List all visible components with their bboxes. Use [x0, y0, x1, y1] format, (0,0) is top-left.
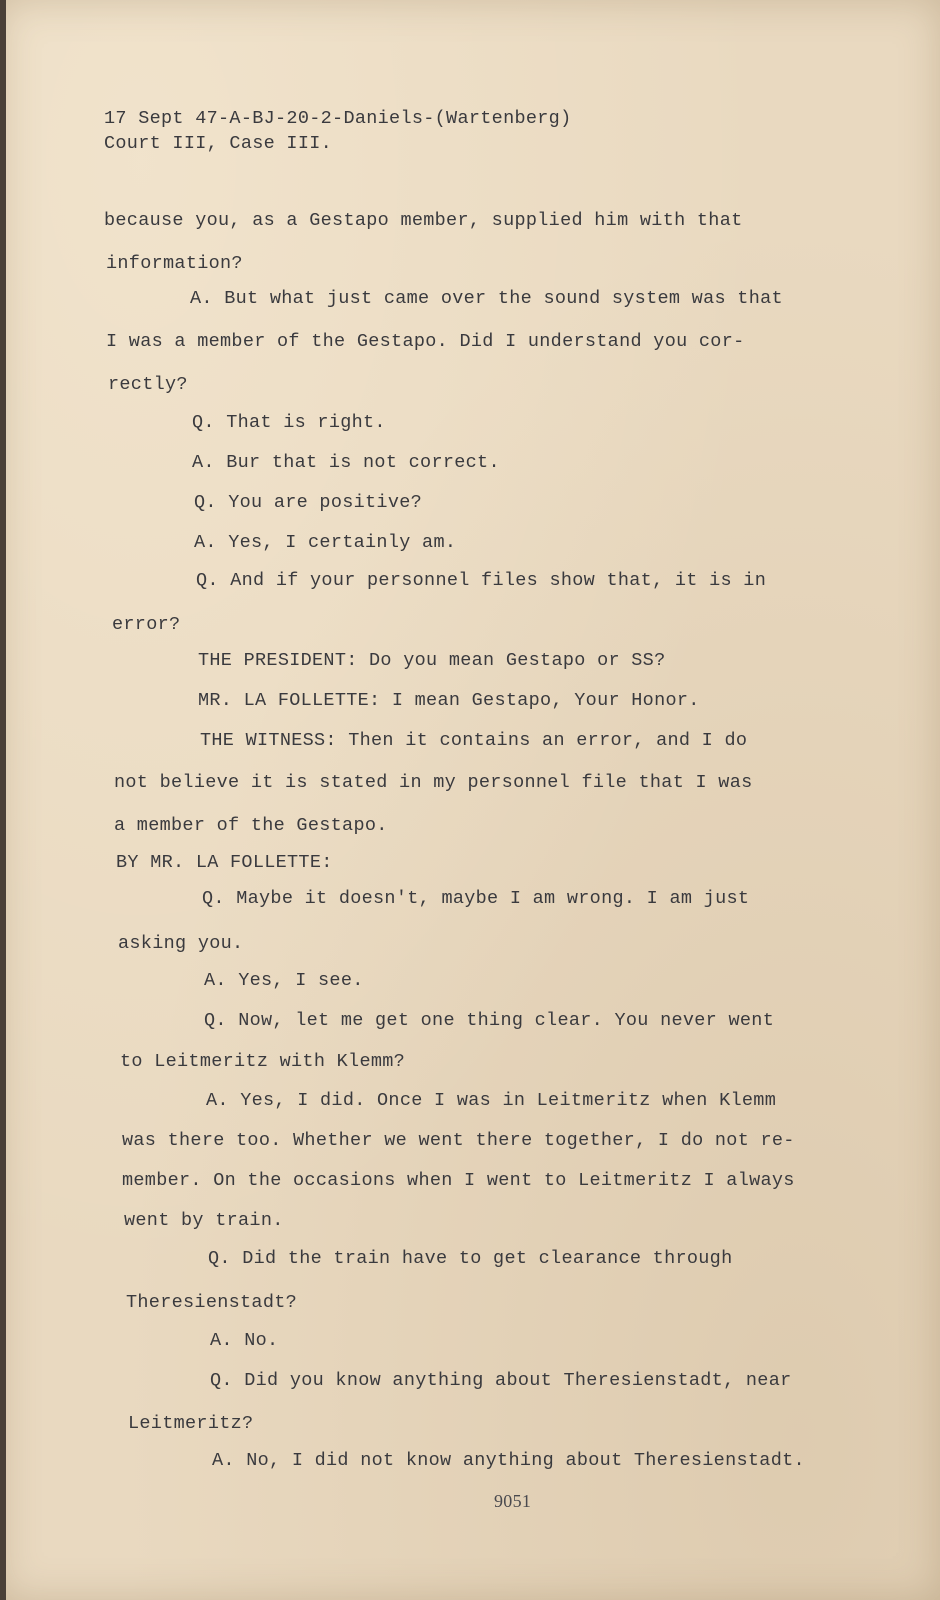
transcript-line: THE PRESIDENT: Do you mean Gestapo or SS?: [198, 650, 666, 671]
transcript-line: not believe it is stated in my personnel file that I was: [114, 772, 753, 793]
transcript-line: MR. LA FOLLETTE: I mean Gestapo, Your Honor.: [198, 690, 700, 711]
transcript-line: Q. Now, let me get one thing clear. You never went: [204, 1010, 775, 1031]
transcript-line: error?: [112, 614, 181, 635]
transcript-line: A. No.: [210, 1330, 279, 1351]
transcript-line: I was a member of the Gestapo. Did I understand you cor-: [106, 331, 745, 352]
transcript-line: Q. That is right.: [192, 412, 386, 433]
transcript-line: information?: [106, 253, 243, 274]
transcript-line: Leitmeritz?: [128, 1413, 254, 1434]
transcript-line: A. Yes, I did. Once I was in Leitmeritz when Klemm: [206, 1090, 777, 1111]
transcript-line: Q. Maybe it doesn't, maybe I am wrong. I am just: [202, 888, 750, 909]
transcript-line: to Leitmeritz with Klemm?: [120, 1051, 406, 1072]
transcript-line: rectly?: [108, 374, 188, 395]
transcript-line: asking you.: [118, 933, 244, 954]
page-edge: [0, 0, 6, 1600]
transcript-line: A. Yes, I certainly am.: [194, 532, 457, 553]
transcript-line: Q. Did you know anything about Theresienstadt, near: [210, 1370, 792, 1391]
transcript-line: member. On the occasions when I went to Leitmeritz I always: [122, 1170, 795, 1191]
page-number: 9051: [494, 1491, 532, 1511]
transcript-line: A. No, I did not know anything about Theresienstadt.: [212, 1450, 805, 1471]
transcript-line: Q. You are positive?: [194, 492, 423, 513]
transcript-line: Q. Did the train have to get clearance through: [208, 1248, 733, 1269]
header-court: Court III, Case III.: [104, 133, 333, 154]
header-reference: 17 Sept 47-A-BJ-20-2-Daniels-(Wartenberg): [104, 108, 572, 129]
transcript-line: was there too. Whether we went there together, I do not re-: [122, 1130, 795, 1151]
transcript-line: Q. And if your personnel files show that, it is in: [196, 570, 767, 591]
transcript-line: went by train.: [124, 1210, 284, 1231]
transcript-line: A. Yes, I see.: [204, 970, 364, 991]
transcript-line: Theresienstadt?: [126, 1292, 298, 1313]
transcript-line: THE WITNESS: Then it contains an error, and I do: [200, 730, 748, 751]
transcript-line: because you, as a Gestapo member, supplied him with that: [104, 210, 743, 231]
transcript-line: A. But what just came over the sound system was that: [190, 288, 783, 309]
transcript-line: A. Bur that is not correct.: [192, 452, 500, 473]
transcript-line: BY MR. LA FOLLETTE:: [116, 852, 333, 873]
transcript-line: a member of the Gestapo.: [114, 815, 388, 836]
